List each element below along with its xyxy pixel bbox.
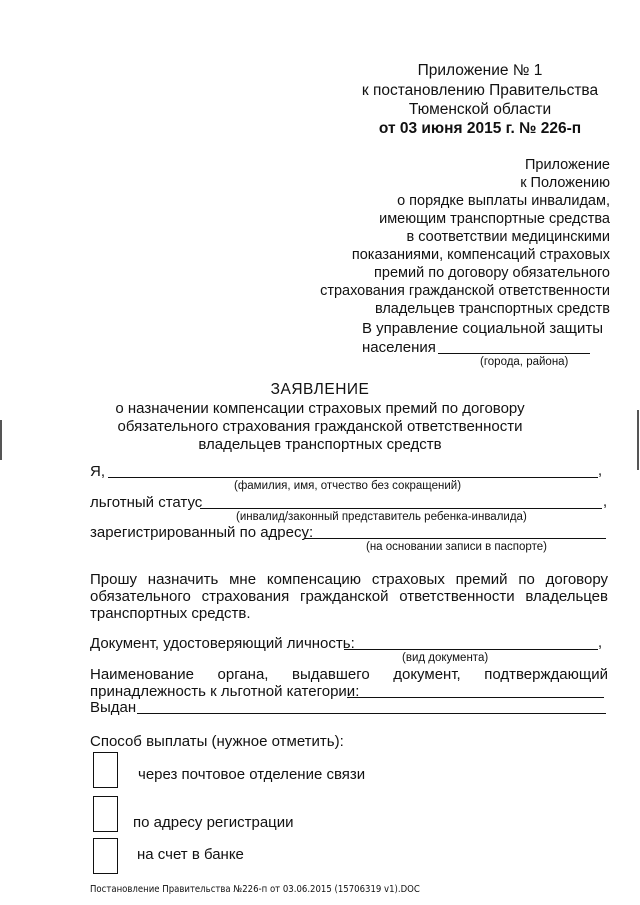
word: компенсацию [266, 571, 362, 588]
ya-label: Я, [90, 463, 105, 480]
request-line2 [90, 588, 608, 605]
word: выдавшего [292, 666, 370, 683]
word: владельцев [525, 588, 608, 605]
appendix-line: владельцев транспортных средств [374, 301, 610, 317]
address-hint: (на основании записи в паспорте) [366, 541, 547, 553]
issued-label: Выдан [90, 699, 137, 716]
document-subtitle: обязательного страхования гражданской ответственности [117, 418, 523, 435]
word: по [518, 571, 535, 588]
word: обязательного [90, 588, 191, 605]
appendix-line: Приложение [524, 157, 610, 173]
appendix-line: премий по договору обязательного [374, 265, 610, 281]
fullname-hint: (фамилия, имя, отчество без сокращений) [234, 480, 462, 492]
appendix-line: показаниями, компенсаций страховых [351, 247, 610, 263]
word: договору [545, 571, 608, 588]
payment-checkbox-post[interactable] [93, 752, 118, 788]
document-title: ЗАЯВЛЕНИЕ [270, 381, 370, 398]
address-field[interactable] [304, 538, 606, 539]
addressee-field[interactable] [438, 353, 590, 354]
appendix-line: к Положению [520, 175, 610, 191]
word: Наименование [90, 666, 194, 683]
word: органа, [217, 666, 269, 683]
header-region: Тюменской области [408, 101, 552, 118]
header-appendix-number: Приложение № 1 [417, 62, 543, 79]
issued-field[interactable] [137, 713, 606, 714]
word: страховых [371, 571, 445, 588]
addressee-hint: (города, района) [480, 356, 569, 368]
word: мне [229, 571, 257, 588]
appendix-line: имеющим транспортные средства [379, 211, 610, 227]
status-hint: (инвалид/законный представитель ребенка-инвалида) [236, 511, 527, 523]
payment-option-post: через почтовое отделение связи [138, 766, 366, 783]
header-resolution: к постановлению Правительства [361, 82, 599, 99]
comma: , [598, 463, 603, 479]
appendix-line: о порядке выплаты инвалидам, [397, 193, 610, 209]
status-label: льготный статус [90, 494, 203, 511]
id-document-field[interactable] [344, 649, 598, 650]
comma: , [603, 494, 608, 510]
status-field[interactable] [200, 508, 602, 509]
comma: , [598, 635, 603, 651]
payment-option-bank: на счет в банке [137, 846, 244, 863]
appendix-line: в соответствии медицинскими [406, 229, 610, 245]
payment-label: Способ выплаты (нужное отметить): [90, 733, 344, 750]
word: Прошу [90, 571, 137, 588]
document-subtitle: владельцев транспортных средств [198, 436, 442, 453]
request-line3: транспортных средств. [90, 605, 251, 622]
word: гражданской [299, 588, 389, 605]
word: страхования [201, 588, 290, 605]
request-line1 [90, 571, 608, 588]
org-line2: принадлежность к льготной категории: [90, 683, 360, 700]
word: назначить [147, 571, 219, 588]
id-document-label: Документ, удостоверяющий личность: [90, 635, 355, 652]
document-subtitle: о назначении компенсации страховых премий по договору [115, 400, 525, 417]
addressee-line2: населения [362, 339, 436, 356]
word: премий [455, 571, 508, 588]
payment-checkbox-address[interactable] [93, 796, 118, 832]
appendix-line: страхования гражданской ответственности [320, 283, 610, 299]
word: подтверждающий [484, 666, 608, 683]
id-document-hint: (вид документа) [402, 652, 489, 664]
footer-filename: Постановление Правительства №226-п от 03.06.2015 (15706319 v1).DOC [90, 884, 420, 895]
address-label: зарегистрированный по адресу: [90, 524, 314, 541]
org-field[interactable] [347, 697, 604, 698]
payment-checkbox-bank[interactable] [93, 838, 118, 874]
addressee-line1: В управление социальной защиты [362, 320, 604, 337]
fullname-field[interactable] [108, 477, 598, 478]
payment-option-address: по адресу регистрации [133, 814, 294, 831]
org-line1 [90, 666, 608, 683]
word: документ, [393, 666, 461, 683]
header-date-number: от 03 июня 2015 г. № 226-п [378, 120, 582, 137]
word: ответственности [399, 588, 515, 605]
